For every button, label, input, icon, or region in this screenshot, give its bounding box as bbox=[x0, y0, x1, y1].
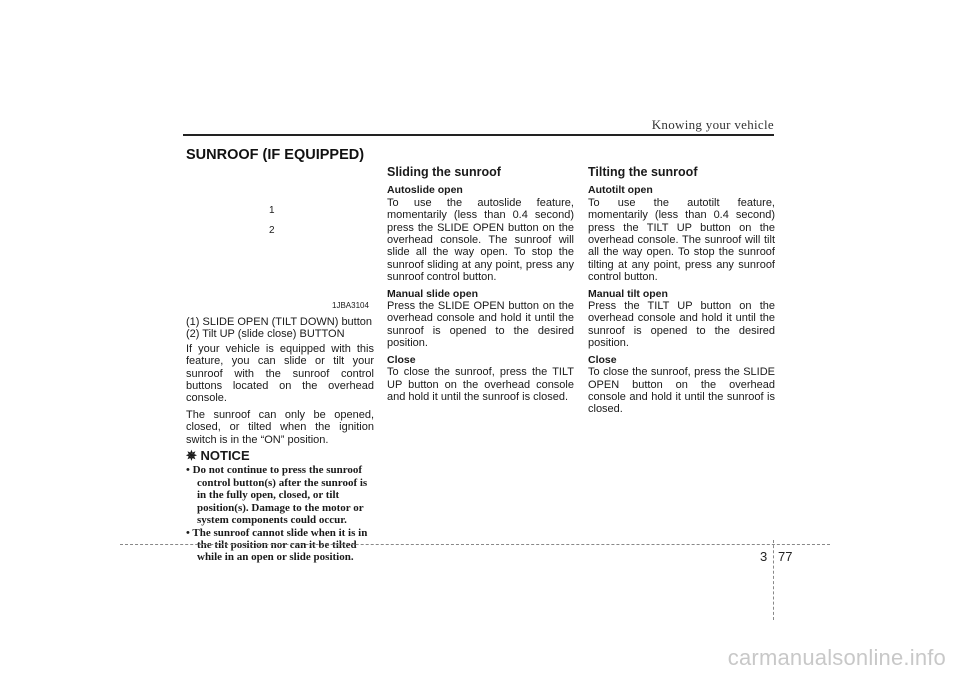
watermark: carmanualsonline.info bbox=[727, 645, 946, 670]
notice-bullet: • The sunroof cannot slide when it is in the tilt position nor can it be tilted while in an open or slide position. bbox=[186, 526, 368, 564]
tilting-heading: Tilting the sunroof bbox=[588, 165, 698, 179]
page-title: SUNROOF (IF EQUIPPED) bbox=[186, 147, 365, 163]
sliding-heading: Sliding the sunroof bbox=[387, 165, 501, 179]
figure-label-1: 1 bbox=[269, 205, 275, 216]
chapter-number: 3 bbox=[760, 549, 768, 564]
intro-paragraph: If your vehicle is equipped with this feature, you can slide or tilt your sunroof with the sunroof control buttons located on the overhead console. bbox=[186, 342, 374, 405]
right-column bbox=[588, 166, 775, 420]
ignition-paragraph: The sunroof can only be opened, closed, or tilted when the ignition switch is in the “ON” position. bbox=[186, 408, 374, 446]
page-number: 77 bbox=[778, 549, 793, 564]
autoslide-heading: Autoslide open bbox=[387, 184, 463, 197]
figure-caption-1: (1) SLIDE OPEN (TILT DOWN) button bbox=[186, 316, 373, 328]
figure-label-2: 2 bbox=[269, 225, 275, 236]
left-column bbox=[186, 316, 374, 564]
slide-close-heading: Close bbox=[387, 353, 416, 366]
manual-slide-heading: Manual slide open bbox=[387, 287, 479, 300]
tilt-close-text: To close the sunroof, press the SLIDE OPEN button on the overhead console and hold it until the sunroof is closed. bbox=[588, 366, 775, 416]
footer-divider bbox=[120, 544, 830, 545]
manual-tilt-text: Press the TILT UP button on the overhead console and hold it until the sunroof is opened to the desired position. bbox=[588, 300, 775, 350]
section-title: Knowing your vehicle bbox=[651, 117, 774, 132]
manual-tilt-heading: Manual tilt open bbox=[588, 287, 668, 300]
notice-title: ✵ NOTICE bbox=[186, 448, 250, 464]
manual-slide-text: Press the SLIDE OPEN button on the overhead console and hold it until the sunroof is opened to the desired position. bbox=[387, 300, 574, 350]
middle-column bbox=[387, 166, 574, 407]
figure-caption-2: (2) Tilt UP (slide close) BUTTON bbox=[186, 328, 345, 341]
figure-code: 1JBA3104 bbox=[332, 301, 369, 310]
sunroof-figure bbox=[186, 168, 376, 313]
header-rule bbox=[183, 134, 774, 136]
notice-bullet: • Do not continue to press the sunroof control button(s) after the sunroof is in the fully open, closed, or tilt position(s). Damage to the motor or system components could occur. bbox=[186, 464, 368, 527]
autoslide-text: To use the autoslide feature, momentarily (less than 0.4 second) press the SLIDE OPEN button on the overhead console. The sunroof will slide all the way open. To stop the sunroof sliding at any point, press any sunroof control button. bbox=[387, 196, 574, 284]
autotilt-heading: Autotilt open bbox=[588, 184, 653, 197]
page-number-divider bbox=[773, 540, 774, 620]
tilt-close-heading: Close bbox=[588, 353, 617, 366]
slide-close-text: To close the sunroof, press the TILT UP button on the overhead console and hold it until the sunroof is closed. bbox=[387, 366, 574, 403]
autotilt-text: To use the autotilt feature, momentarily (less than 0.4 second) press the TILT UP button on the overhead console. The sunroof will tilt all the way open. To stop the sunroof tilting at any point, press any sunroof control button. bbox=[588, 196, 775, 284]
